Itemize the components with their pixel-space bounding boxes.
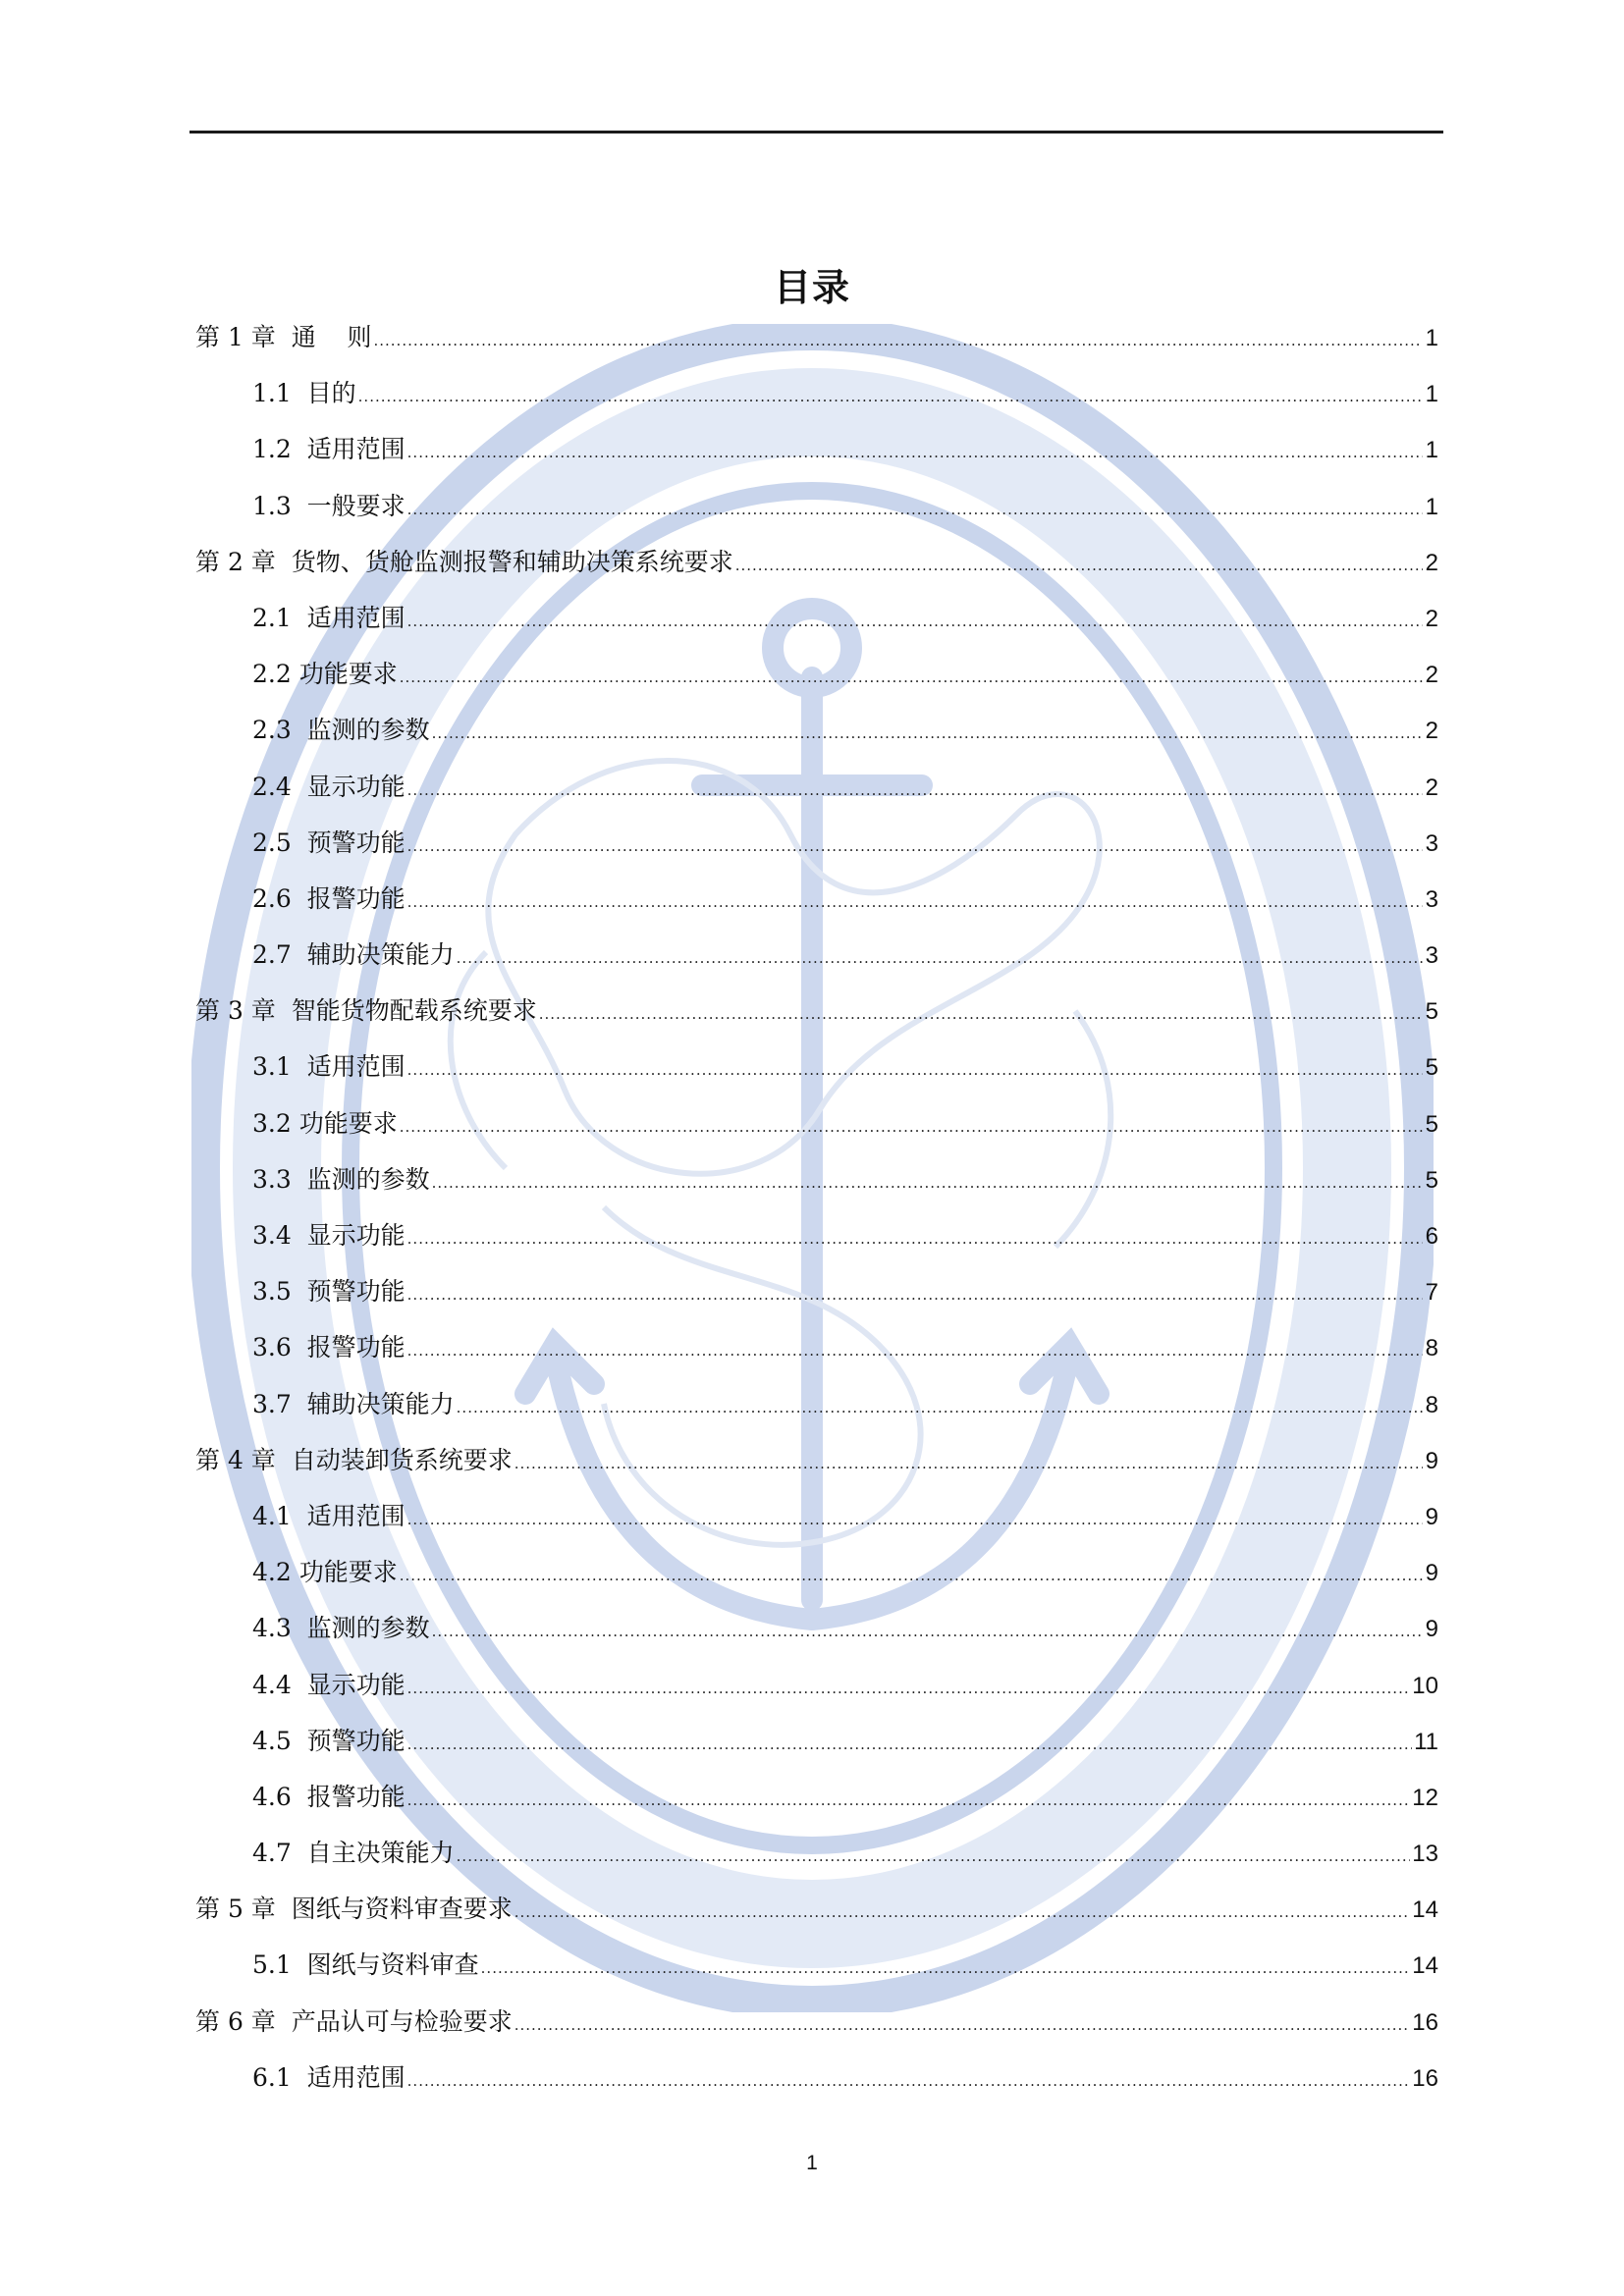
toc-entry-label: 1.2 适用范围 <box>252 435 406 464</box>
toc-entry-page: 9 <box>1425 1503 1438 1530</box>
toc-entry-label: 1.1 目的 <box>252 379 356 408</box>
toc-section-entry[interactable] <box>195 769 1438 825</box>
toc-section-entry[interactable] <box>195 1273 1438 1329</box>
toc-entry-page: 5 <box>1425 1110 1438 1138</box>
toc-entry-label: 2.6 报警功能 <box>252 883 406 913</box>
toc-entry-page: 16 <box>1412 2008 1438 2036</box>
toc-chapter-entry[interactable] <box>195 319 1438 375</box>
page-title: 目录 <box>773 266 850 309</box>
toc-chapter-entry[interactable] <box>195 1891 1438 1947</box>
toc-entry-page: 1 <box>1425 381 1438 408</box>
toc-section-entry[interactable] <box>195 1386 1438 1442</box>
toc-entry-page: 6 <box>1425 1223 1438 1250</box>
toc-entry-label: 2.5 预警功能 <box>252 828 406 857</box>
toc-entry-page: 5 <box>1425 1166 1438 1194</box>
toc-section-entry[interactable] <box>195 1105 1438 1161</box>
toc-chapter-entry[interactable] <box>195 1442 1438 1498</box>
toc-entry-page: 2 <box>1425 774 1438 801</box>
toc-entry-page: 11 <box>1414 1728 1438 1755</box>
toc-leader-dots <box>407 1276 1423 1313</box>
toc-entry-label: 4.6 报警功能 <box>252 1782 406 1811</box>
toc-entry-label: 4.7 自主决策能力 <box>252 1839 455 1868</box>
toc-section-entry[interactable] <box>195 1498 1438 1554</box>
toc-entry-label: 4.5 预警功能 <box>252 1726 406 1755</box>
toc-section-entry[interactable] <box>195 2059 1438 2115</box>
toc-entry-label: 4.2 功能要求 <box>252 1558 398 1587</box>
toc-section-entry[interactable] <box>195 1554 1438 1610</box>
toc-leader-dots <box>400 659 1423 696</box>
toc-leader-dots <box>407 1051 1423 1089</box>
toc-section-entry[interactable] <box>195 600 1438 656</box>
toc-entry-page: 2 <box>1425 549 1438 576</box>
toc-section-entry[interactable] <box>195 375 1438 431</box>
toc-entry-label: 第 1 章 通 则 <box>195 323 372 351</box>
toc-entry-label: 1.3 一般要求 <box>252 491 406 520</box>
toc-entry-label: 4.1 适用范围 <box>252 1501 406 1530</box>
toc-entry-page: 5 <box>1425 1054 1438 1082</box>
toc-leader-dots <box>400 1557 1423 1594</box>
toc-leader-dots <box>407 772 1423 809</box>
toc-entry-label: 3.2 功能要求 <box>252 1108 398 1138</box>
toc-entry-page: 5 <box>1425 998 1438 1026</box>
toc-section-entry[interactable] <box>195 431 1438 487</box>
toc-chapter-entry[interactable] <box>195 544 1438 600</box>
page-number: 1 <box>806 2152 818 2174</box>
toc-entry-page: 1 <box>1425 437 1438 464</box>
toc-leader-dots <box>407 1220 1423 1257</box>
toc-section-entry[interactable] <box>195 656 1438 712</box>
toc-leader-dots <box>400 1108 1423 1146</box>
toc-leader-dots <box>407 1782 1411 1819</box>
toc-leader-dots <box>514 2006 1411 2044</box>
toc-entry-page: 2 <box>1425 718 1438 745</box>
toc-entry-label: 3.5 预警功能 <box>252 1277 406 1307</box>
toc-section-entry[interactable] <box>195 488 1438 544</box>
toc-entry-label: 3.6 报警功能 <box>252 1333 406 1362</box>
toc-section-entry[interactable] <box>195 936 1438 992</box>
toc-entry-page: 9 <box>1425 1447 1438 1474</box>
toc-chapter-entry[interactable] <box>195 2003 1438 2059</box>
toc-chapter-entry[interactable] <box>195 992 1438 1048</box>
toc-leader-dots <box>481 1949 1411 1987</box>
toc-leader-dots <box>407 828 1423 865</box>
toc-entry-label: 2.4 显示功能 <box>252 772 406 801</box>
toc-leader-dots <box>407 2062 1411 2100</box>
toc-leader-dots <box>373 322 1423 359</box>
toc-leader-dots <box>432 1164 1423 1201</box>
toc-leader-dots <box>407 1501 1423 1538</box>
toc-entry-page: 16 <box>1412 2064 1438 2092</box>
toc-entry-page: 2 <box>1425 605 1438 632</box>
toc-section-entry[interactable] <box>195 1217 1438 1273</box>
toc-entry-label: 第 3 章 智能货物配载系统要求 <box>195 996 537 1026</box>
toc-entry-label: 4.4 显示功能 <box>252 1670 406 1699</box>
toc-entry-page: 8 <box>1425 1335 1438 1362</box>
toc-entry-label: 3.4 显示功能 <box>252 1221 406 1250</box>
toc-entry-page: 14 <box>1412 1896 1438 1924</box>
toc-leader-dots <box>407 1670 1411 1707</box>
toc-leader-dots <box>457 1838 1411 1875</box>
toc-entry-page: 1 <box>1425 325 1438 351</box>
toc-entry-label: 2.1 适用范围 <box>252 603 406 632</box>
toc-entry-page: 14 <box>1412 1952 1438 1980</box>
toc-entry-label: 3.7 辅助决策能力 <box>252 1389 455 1418</box>
toc-section-entry[interactable] <box>195 1723 1438 1779</box>
table-of-contents <box>195 319 1438 2115</box>
toc-entry-label: 2.3 监测的参数 <box>252 716 430 745</box>
toc-entry-page: 13 <box>1412 1841 1438 1868</box>
toc-entry-page: 9 <box>1425 1616 1438 1643</box>
toc-section-entry[interactable] <box>195 712 1438 768</box>
toc-leader-dots <box>358 378 1423 415</box>
toc-leader-dots <box>514 1445 1423 1482</box>
toc-section-entry[interactable] <box>195 1161 1438 1217</box>
toc-entry-page: 3 <box>1425 885 1438 913</box>
toc-section-entry[interactable] <box>195 1329 1438 1385</box>
toc-leader-dots <box>457 1389 1423 1426</box>
toc-leader-dots <box>457 939 1423 977</box>
toc-section-entry[interactable] <box>195 825 1438 881</box>
toc-section-entry[interactable] <box>195 1947 1438 2002</box>
toc-leader-dots <box>539 995 1423 1033</box>
toc-leader-dots <box>735 547 1423 584</box>
toc-entry-page: 9 <box>1425 1560 1438 1587</box>
toc-entry-label: 第 2 章 货物、货舱监测报警和辅助决策系统要求 <box>195 547 733 576</box>
toc-leader-dots <box>432 1613 1423 1650</box>
toc-entry-label: 2.7 辅助决策能力 <box>252 940 455 970</box>
toc-entry-label: 3.1 适用范围 <box>252 1052 406 1082</box>
toc-entry-page: 2 <box>1425 662 1438 689</box>
toc-entry-page: 1 <box>1425 493 1438 520</box>
toc-entry-label: 3.3 监测的参数 <box>252 1164 430 1194</box>
toc-entry-label: 第 4 章 自动装卸货系统要求 <box>195 1445 513 1474</box>
toc-entry-page: 7 <box>1425 1279 1438 1307</box>
toc-entry-page: 8 <box>1425 1391 1438 1418</box>
toc-leader-dots <box>407 883 1423 921</box>
toc-entry-label: 5.1 图纸与资料审查 <box>252 1950 479 1980</box>
header-rule <box>189 131 1443 133</box>
toc-leader-dots <box>407 1332 1423 1369</box>
toc-section-entry[interactable] <box>195 1667 1438 1723</box>
toc-section-entry[interactable] <box>195 1835 1438 1891</box>
toc-entry-label: 2.2 功能要求 <box>252 660 398 689</box>
toc-leader-dots <box>407 434 1423 471</box>
toc-section-entry[interactable] <box>195 1779 1438 1835</box>
toc-section-entry[interactable] <box>195 1610 1438 1666</box>
toc-section-entry[interactable] <box>195 881 1438 936</box>
toc-leader-dots <box>407 1726 1412 1763</box>
toc-entry-label: 4.3 监测的参数 <box>252 1614 430 1643</box>
toc-entry-page: 3 <box>1425 942 1438 970</box>
toc-leader-dots <box>432 715 1423 752</box>
toc-entry-label: 第 6 章 产品认可与检验要求 <box>195 2006 513 2036</box>
toc-entry-page: 10 <box>1412 1672 1438 1699</box>
toc-section-entry[interactable] <box>195 1048 1438 1104</box>
toc-entry-label: 第 5 章 图纸与资料审查要求 <box>195 1895 513 1924</box>
toc-entry-label: 6.1 适用范围 <box>252 2062 406 2092</box>
toc-leader-dots <box>514 1894 1411 1931</box>
toc-entry-page: 12 <box>1412 1784 1438 1811</box>
toc-leader-dots <box>407 491 1423 528</box>
toc-entry-page: 3 <box>1425 829 1438 857</box>
toc-leader-dots <box>407 603 1423 640</box>
